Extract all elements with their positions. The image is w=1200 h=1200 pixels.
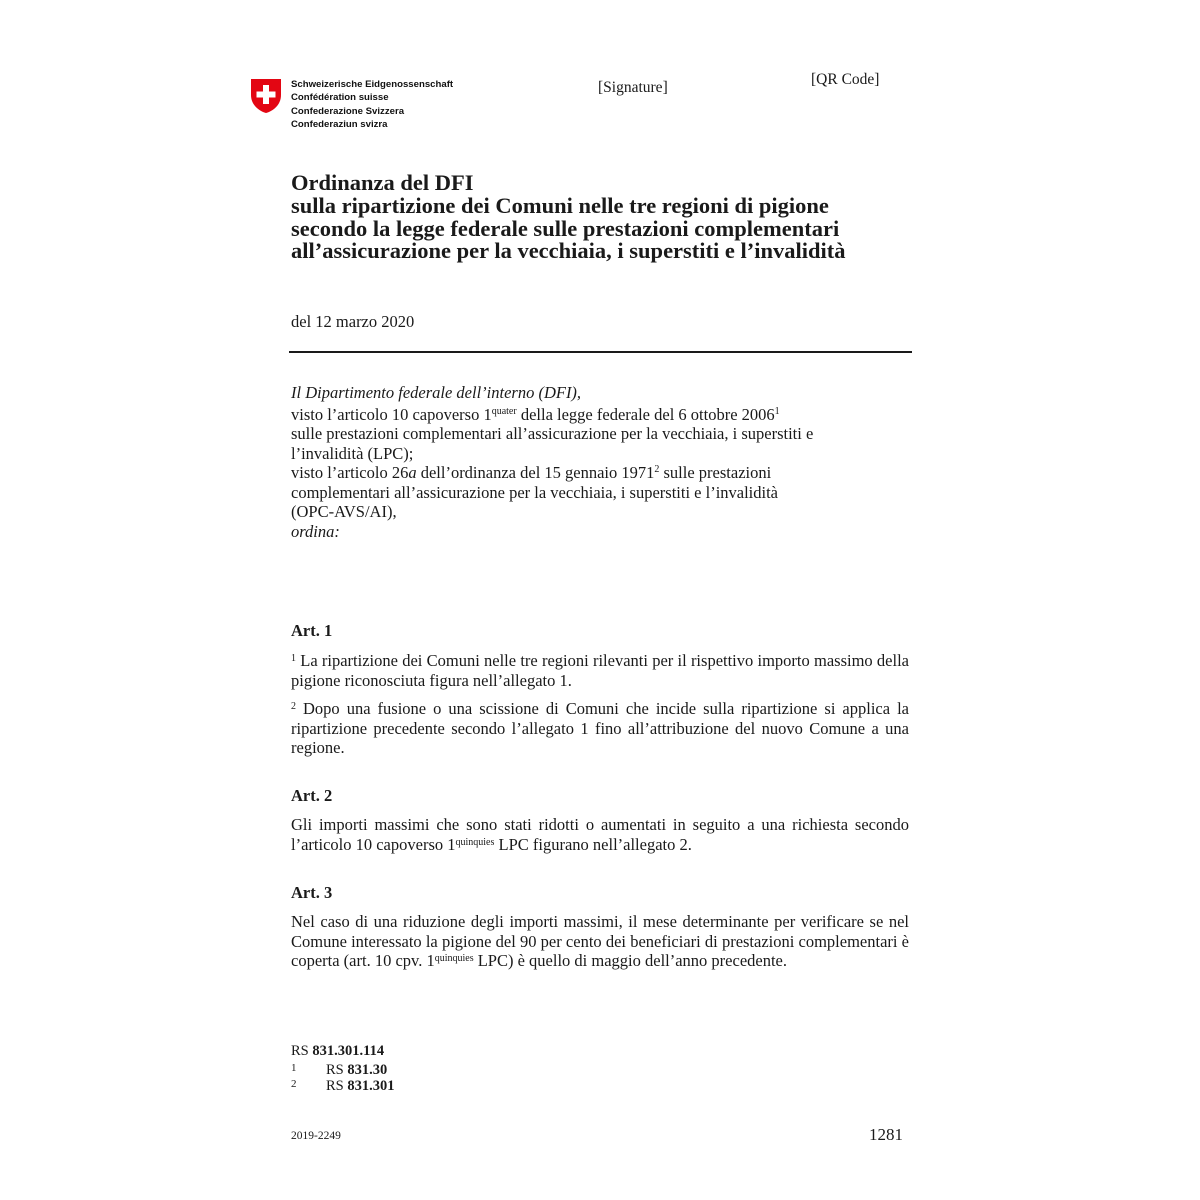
document-title — [291, 172, 931, 263]
title-line: all’assicurazione per la vecchiaia, i superstiti e l’invalidità — [291, 238, 846, 264]
footnote-number: 1 — [291, 1062, 297, 1074]
logo-line: Confederaziun svizra — [291, 118, 388, 130]
article-1-paragraph-1 — [291, 651, 909, 690]
document-date: del 12 marzo 2020 — [291, 312, 415, 331]
footnote-ref-number: 831.30 — [347, 1062, 388, 1078]
title-line: Ordinanza del DFI — [291, 170, 474, 195]
footnote-item — [291, 1078, 395, 1094]
footnote-prefix: RS — [326, 1062, 348, 1078]
swiss-shield-icon — [250, 78, 282, 114]
article-3-paragraph — [291, 912, 909, 971]
rs-prefix: RS — [291, 1043, 313, 1059]
title-divider — [289, 351, 912, 353]
preamble-text: dell’ordinanza del 15 gennaio 1971 — [416, 463, 655, 482]
document-id: 2019-2249 — [291, 1130, 341, 1142]
paragraph-text: Nel caso di una riduzione degli importi massimi, il mese determinante per verificare se nel Comune interessato la pigione del 90 per cento dei beneficiari di prestazioni complementari è coperta (art. 10 cpv. 1 — [291, 912, 909, 970]
rs-reference — [291, 1043, 384, 1059]
paragraph-text: Dopo una fusione o una scissione di Comuni che incide sulla ripartizione si applica la ripartizione precedente secondo l’allegato 1 fino all’attribuzione del nuovo Comune a una regione. — [291, 699, 909, 757]
preamble-line — [291, 405, 911, 425]
swiss-federal-logo — [250, 78, 453, 131]
footnote-text — [326, 1078, 395, 1094]
logo-line: Confédération suisse — [291, 92, 389, 104]
superscript: quinquies — [455, 836, 495, 848]
preamble-text: a — [408, 463, 417, 482]
preamble-line: complementari all’assicurazione per la vecchiaia, i superstiti e l’invalidità — [291, 482, 779, 502]
article-1-title: Art. 1 — [291, 621, 333, 640]
footnote-ref-number: 831.301 — [347, 1078, 395, 1094]
article-2-paragraph — [291, 815, 909, 854]
preamble-text: della legge federale del 6 ottobre 2006 — [516, 404, 775, 424]
paragraph-text: LPC) è quello di maggio dell’anno precedente. — [473, 951, 787, 970]
page-number: 1281 — [869, 1125, 903, 1144]
preamble-line: (OPC-AVS/AI), — [291, 502, 397, 521]
footnote-ref[interactable]: 1 — [774, 405, 780, 417]
qr-code-placeholder: [QR Code] — [811, 71, 880, 88]
preamble-closing: ordina: — [291, 521, 340, 541]
footnote-number: 2 — [291, 1078, 297, 1090]
preamble-text: visto l’articolo 26 — [291, 463, 409, 482]
paragraph-text: Gli importi massimi che sono stati ridotti o aumentati in seguito a una richiesta secondo l’articolo 10 capoverso 1 — [291, 815, 909, 854]
paragraph-text: LPC figurano nell’allegato 2. — [494, 834, 692, 854]
footnote-text — [326, 1062, 387, 1078]
logo-line: Schweizerische Eidgenossenschaft — [291, 79, 454, 90]
footnote-ref[interactable]: 2 — [654, 464, 660, 475]
paragraph-number: 2 — [291, 701, 296, 712]
preamble-text: sulle prestazioni — [659, 463, 772, 482]
article-3-title: Art. 3 — [291, 883, 333, 902]
logo-line: Confederazione Svizzera — [291, 105, 405, 117]
superscript: quinquies — [434, 953, 474, 964]
preamble-issuer: Il Dipartimento federale dell’interno (DFI), — [291, 383, 582, 402]
article-2-title: Art. 2 — [291, 786, 333, 805]
title-line: secondo la legge federale sulle prestazioni complementari — [291, 215, 840, 241]
preamble-line: l’invalidità (LPC); — [291, 443, 414, 463]
logo-text — [291, 78, 453, 131]
signature-placeholder: [Signature] — [598, 79, 668, 96]
paragraph-number: 1 — [291, 653, 296, 664]
footnote-item — [291, 1062, 395, 1078]
preamble-text: visto l’articolo 10 capoverso 1 — [291, 404, 492, 424]
preamble-line — [291, 463, 911, 483]
title-line: sulla ripartizione dei Comuni nelle tre regioni di pigione — [291, 192, 829, 218]
preamble — [291, 383, 911, 541]
footnote-prefix: RS — [326, 1078, 348, 1094]
preamble-line: sulle prestazioni complementari all’assicurazione per la vecchiaia, i superstiti e — [291, 424, 814, 443]
superscript: quater — [491, 405, 517, 417]
footnote-list — [291, 1062, 395, 1094]
rs-number: 831.301.114 — [312, 1043, 385, 1059]
paragraph-text: La ripartizione dei Comuni nelle tre regioni rilevanti per il rispettivo importo massimo della pigione riconosciuta figura nell’allegato 1. — [291, 651, 909, 690]
article-1-paragraph-2 — [291, 699, 909, 758]
